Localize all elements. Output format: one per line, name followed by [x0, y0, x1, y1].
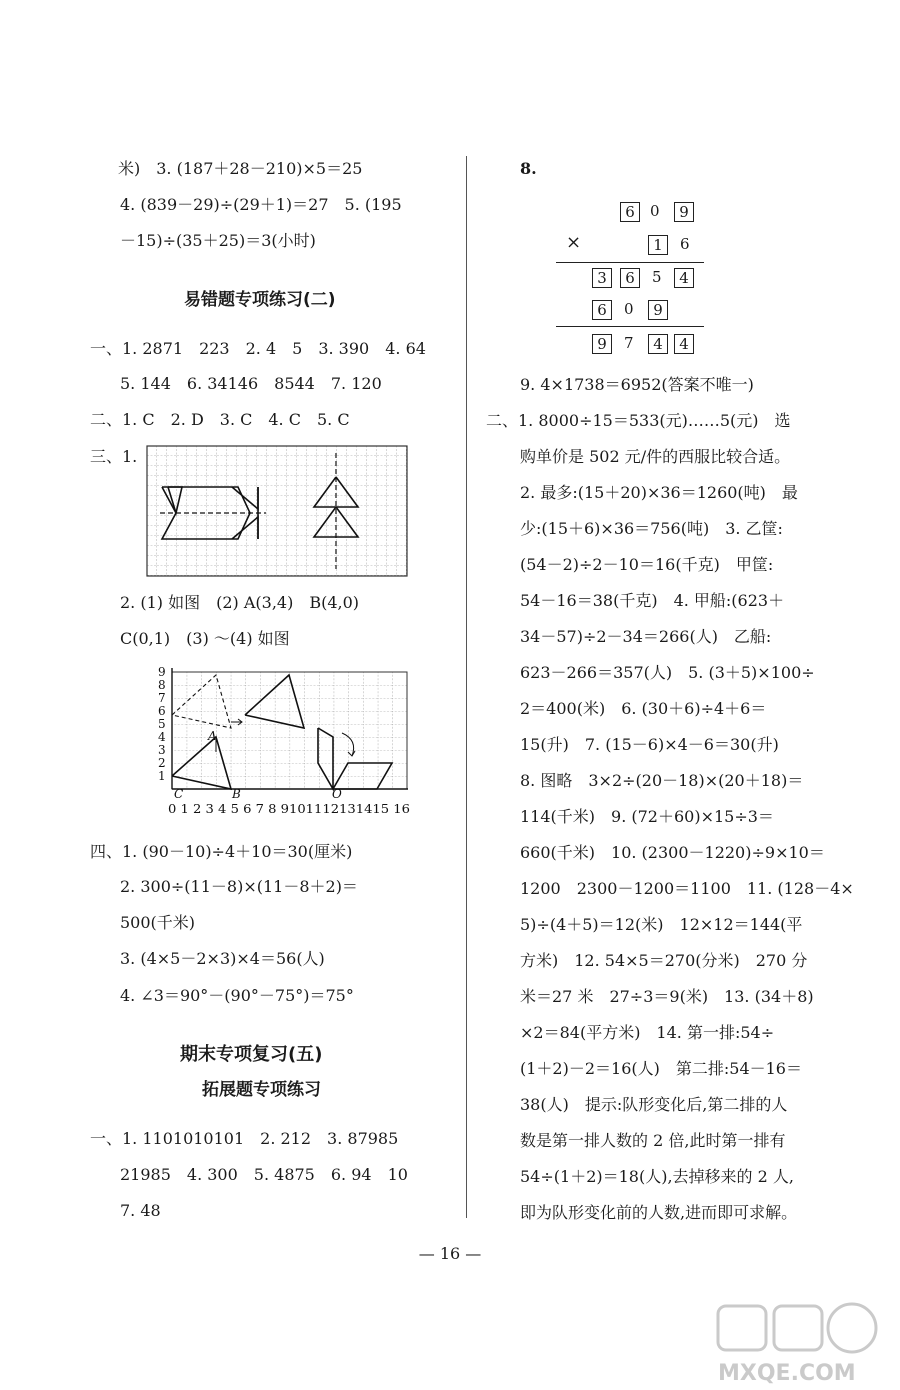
y-tick-8: 8: [158, 678, 166, 692]
mult-r1-d3: 9: [674, 202, 694, 222]
mult-rule-2: [556, 326, 704, 327]
right-line-11: 8. 图略 3×2÷(20－18)×(20＋18)＝: [520, 771, 804, 790]
y-tick-1: 1: [158, 769, 166, 783]
mult-r3-d4: 4: [674, 268, 694, 288]
right-line-9: 2＝400(米) 6. (30＋6)÷4＋6＝: [520, 699, 767, 718]
times-sign: ×: [566, 232, 582, 253]
q9-line: 9. 4×1738＝6952(答案不唯一): [520, 375, 754, 394]
point-b-label: B: [232, 787, 241, 801]
coordinate-grid-figure: [152, 660, 414, 822]
mult-r1-d2: 0: [650, 202, 660, 220]
point-a-label: A: [208, 729, 217, 743]
column-divider: [466, 156, 467, 1218]
right-line-22: 54÷(1＋2)＝18(人),去掉移来的 2 人,: [520, 1167, 794, 1186]
left-line-2: 4. (839－29)÷(29＋1)＝27 5. (195: [120, 195, 402, 214]
right-line-21: 数是第一排人数的 2 倍,此时第一排有: [520, 1131, 786, 1150]
mult-r3-d1: 3: [592, 268, 612, 288]
mult-r5-d2: 7: [624, 334, 634, 352]
right-line-3: 2. 最多:(15＋20)×36＝1260(吨) 最: [520, 483, 798, 502]
section-heading-extension: 拓展题专项练习: [202, 1080, 321, 1100]
section-heading-review: 期末专项复习(五): [180, 1044, 323, 1065]
mult-r5-d3: 4: [648, 334, 668, 354]
right-line-18: ×2＝84(平方米) 14. 第一排:54÷: [520, 1023, 775, 1042]
mult-r5-d1: 9: [592, 334, 612, 354]
right-line-14: 1200 2300－1200＝1100 11. (128－4×: [520, 879, 854, 898]
sec4-3-line: 3. (4×5－2×3)×4＝56(人): [120, 949, 325, 968]
sec3-2-line-b: C(0,1) (3) ～(4) 如图: [120, 629, 290, 648]
mult-r3-d2: 6: [620, 268, 640, 288]
mult-r4-d3: 9: [648, 300, 668, 320]
watermark-logo: [712, 1300, 892, 1390]
sec1-line-b: 5. 144 6. 34146 8544 7. 120: [120, 374, 382, 393]
y-tick-6: 6: [158, 704, 166, 718]
right-line-16: 方米) 12. 54×5＝270(分米) 270 分: [520, 951, 808, 970]
sec3-2-line-a: 2. (1) 如图 (2) A(3,4) B(4,0): [120, 593, 360, 612]
multiplication-vertical: [556, 198, 706, 358]
sec2-line: 二、1. C 2. D 3. C 4. C 5. C: [90, 410, 350, 429]
point-o-label: O: [332, 787, 342, 801]
ext-line-b: 21985 4. 300 5. 4875 6. 94 10: [120, 1165, 408, 1184]
mult-r4-d2: 0: [624, 300, 634, 318]
point-c-label: C: [174, 787, 184, 801]
svg-text:MXQE.COM: MXQE.COM: [718, 1361, 856, 1386]
y-tick-5: 5: [158, 717, 166, 731]
sec1-line-a: 一、1. 2871 223 2. 4 5 3. 390 4. 64: [90, 339, 426, 358]
right-line-10: 15(升) 7. (15－6)×4－6＝30(升): [520, 735, 779, 754]
mult-r5-d4: 4: [674, 334, 694, 354]
y-tick-2: 2: [158, 756, 166, 770]
right-line-5: (54－2)÷2－10＝16(千克) 甲筐:: [520, 555, 774, 574]
right-line-12: 114(千米) 9. (72＋60)×15÷3＝: [520, 807, 774, 826]
mult-r2-d1: 1: [648, 235, 668, 255]
y-tick-4: 4: [158, 730, 166, 744]
mult-r1-d1: 6: [620, 202, 640, 222]
right-line-8: 623－266＝357(人) 5. (3＋5)×100÷: [520, 663, 815, 682]
right-line-23: 即为队形变化前的人数,进而即可求解。: [520, 1203, 798, 1222]
q8-label: 8.: [520, 159, 537, 178]
sec3-label: 三、1.: [90, 447, 138, 466]
right-line-2: 购单价是 502 元/件的西服比较合适。: [520, 447, 791, 466]
mult-rule-1: [556, 262, 704, 263]
y-tick-9: 9: [158, 665, 166, 679]
left-line-3: －15)÷(35＋25)＝3(小时): [120, 231, 316, 250]
sec4-4-line: 4. ∠3＝90°－(90°－75°)＝75°: [120, 986, 354, 1005]
mult-r4-d1: 6: [592, 300, 612, 320]
sec4-2-line-b: 500(千米): [120, 913, 196, 932]
right-line-17: 米＝27 米 27÷3＝9(米) 13. (34＋8): [520, 987, 814, 1006]
y-tick-3: 3: [158, 743, 166, 757]
right-line-1: 二、1. 8000÷15＝533(元)……5(元) 选: [486, 411, 791, 430]
right-line-20: 38(人) 提示:队形变化后,第二排的人: [520, 1095, 788, 1114]
sec4-1-line: 四、1. (90－10)÷4＋10＝30(厘米): [90, 842, 353, 861]
x-tick-labels: 0 1 2 3 4 5 6 7 8 9101112131415 16: [168, 802, 410, 816]
sec4-2-line-a: 2. 300÷(11－8)×(11－8＋2)＝: [120, 877, 358, 896]
right-line-13: 660(千米) 10. (2300－1220)÷9×10＝: [520, 843, 825, 862]
right-line-6: 54－16＝38(千克) 4. 甲船:(623＋: [520, 591, 785, 610]
symmetry-grid-figure: [146, 445, 408, 577]
page-number: — 16 —: [418, 1244, 482, 1263]
right-line-4: 少:(15＋6)×36＝756(吨) 3. 乙筐:: [520, 519, 783, 538]
ext-line-c: 7. 48: [120, 1201, 161, 1220]
left-line-1: 米) 3. (187＋28－210)×5＝25: [118, 159, 363, 178]
section-heading-errors: 易错题专项练习(二): [184, 290, 336, 310]
mult-r2-d2: 6: [680, 235, 690, 253]
mult-r3-d3: 5: [652, 268, 662, 286]
y-tick-7: 7: [158, 691, 166, 705]
right-line-7: 34－57)÷2－34＝266(人) 乙船:: [520, 627, 772, 646]
right-line-19: (1＋2)－2＝16(人) 第二排:54－16＝: [520, 1059, 802, 1078]
ext-line-a: 一、1. 1101010101 2. 212 3. 87985: [90, 1129, 399, 1148]
right-line-15: 5)÷(4＋5)＝12(米) 12×12＝144(平: [520, 915, 803, 934]
